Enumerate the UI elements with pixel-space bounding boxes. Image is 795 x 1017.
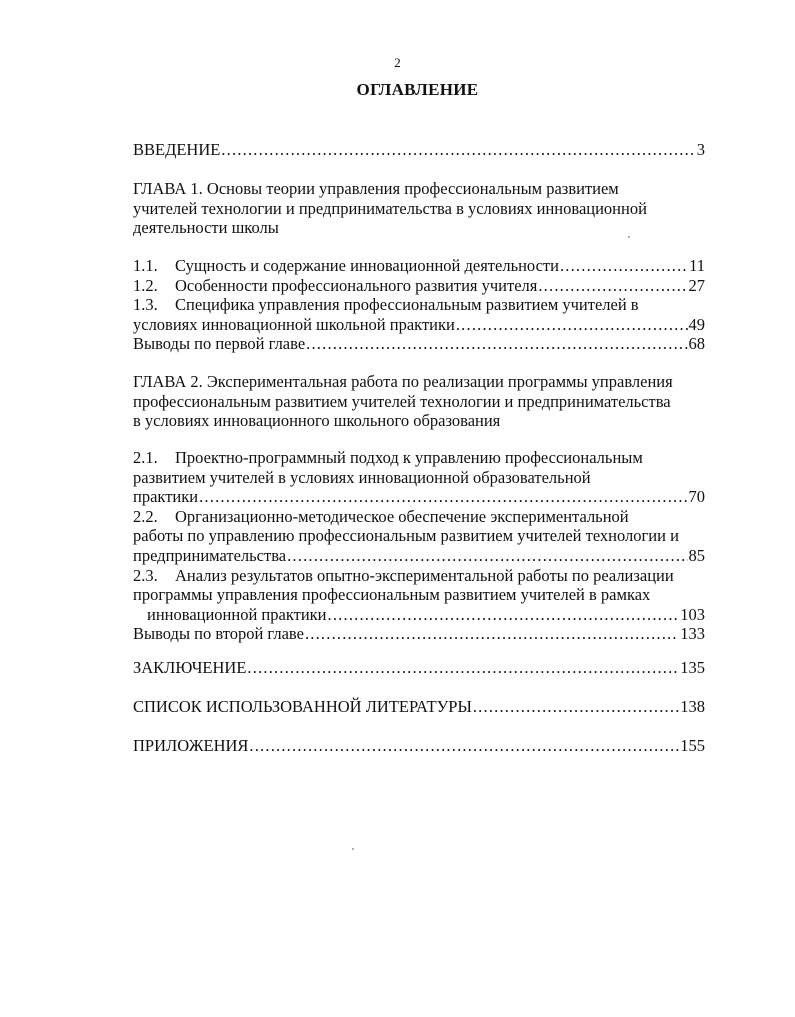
toc-label: развитием учителей в условиях инновационной образовательной	[133, 467, 591, 487]
chapter1-heading-line: ГЛАВА 1. Основы теории управления профессиональным развитием	[133, 179, 619, 198]
toc-label: Сущность и содержание инновационной деятельности	[175, 256, 559, 275]
toc-leader	[306, 334, 687, 354]
toc-entry-chapter2-conclusion	[133, 624, 705, 644]
toc-number: 1.3.	[133, 295, 158, 315]
toc-label: Организационно-методическое обеспечение экспериментальной	[175, 506, 629, 526]
toc-number: 2.1.	[133, 448, 158, 467]
toc-leader	[199, 487, 687, 507]
toc-label: работы по управлению профессиональным развитием учителей технологии и	[133, 526, 679, 546]
toc-page: 3	[696, 140, 705, 159]
toc-conclusion	[133, 658, 705, 678]
toc-label: Выводы по первой главе	[133, 334, 306, 354]
toc-appendices	[133, 736, 705, 756]
chapter1-heading-line: учителей технологии и предпринимательства в условиях инновационной	[133, 198, 647, 218]
toc-entry-1-1	[133, 256, 705, 276]
page-title: ОГЛАВЛЕНИЕ	[356, 80, 479, 99]
toc-leader	[249, 736, 679, 756]
toc-entry-1-3	[133, 295, 705, 315]
toc-leader	[538, 276, 687, 296]
toc-page: 27	[688, 275, 705, 295]
toc-label: ВВЕДЕНИЕ	[133, 140, 221, 159]
scan-speck	[628, 236, 630, 238]
toc-leader	[328, 605, 680, 625]
toc-label: предпринимательства	[133, 545, 287, 565]
toc-label: условиях инновационной школьной практики	[133, 314, 455, 334]
toc-label: Анализ результатов опытно-экспериментальной работы по реализации	[175, 565, 674, 585]
toc-number: 1.2.	[133, 275, 158, 295]
toc-leader	[456, 315, 688, 335]
chapter2-items	[133, 448, 705, 644]
toc-page: 68	[688, 334, 705, 354]
toc-label: Проектно-программный подход к управлению профессиональным	[175, 448, 643, 467]
toc-number: 2.3.	[133, 565, 158, 585]
toc-page: 155	[680, 736, 705, 755]
toc-label: Особенности профессионального развития учителя	[175, 275, 538, 295]
toc-leader	[221, 140, 695, 160]
chapter1-heading	[133, 179, 705, 238]
toc-label: ПРИЛОЖЕНИЯ	[133, 736, 249, 755]
chapter2-heading-line: профессиональным развитием учителей технологии и предпринимательства	[133, 391, 671, 411]
toc-introduction	[133, 140, 705, 160]
page-number: 2	[394, 55, 401, 70]
toc-label: СПИСОК ИСПОЛЬЗОВАННОЙ ЛИТЕРАТУРЫ	[133, 697, 472, 716]
chapter1-items	[133, 256, 705, 354]
toc-page: 135	[680, 658, 705, 677]
chapter1-heading-line: деятельности школы	[133, 218, 279, 238]
toc-number: 1.1.	[133, 256, 158, 275]
toc-leader	[473, 697, 679, 717]
toc-page: 70	[688, 487, 705, 507]
toc-entry-chapter1-conclusion	[133, 334, 705, 354]
toc-entry-2-3	[133, 566, 705, 586]
toc-entry-1-2	[133, 276, 705, 296]
chapter2-heading-line: в условиях инновационного школьного образования	[133, 411, 501, 431]
toc-page: 133	[680, 624, 705, 644]
toc-label: Выводы по второй главе	[133, 624, 304, 644]
toc-leader	[560, 256, 688, 276]
toc-label: инновационной практики	[147, 604, 327, 624]
toc-page: 85	[688, 545, 705, 565]
toc-label: программы управления профессиональным развитием учителей в рамках	[133, 585, 651, 605]
toc-number: 2.2.	[133, 506, 158, 526]
toc-entry-2-1	[133, 448, 705, 468]
toc-label: ЗАКЛЮЧЕНИЕ	[133, 658, 247, 677]
toc-entry-2-2	[133, 507, 705, 527]
toc-leader	[247, 658, 679, 678]
toc-page: 11	[689, 256, 705, 275]
toc-leader	[305, 624, 679, 644]
chapter2-heading	[133, 372, 705, 431]
toc-page: 138	[680, 697, 705, 716]
scan-speck	[352, 848, 354, 850]
toc-leader	[287, 546, 687, 566]
toc-page: 103	[680, 604, 705, 624]
toc-references	[133, 697, 705, 717]
toc-page: 49	[688, 314, 705, 334]
toc-label: практики	[133, 487, 199, 507]
toc-label: Специфика управления профессиональным развитием учителей в	[175, 295, 639, 315]
chapter2-heading-line: ГЛАВА 2. Экспериментальная работа по реализации программы управления	[133, 372, 673, 391]
